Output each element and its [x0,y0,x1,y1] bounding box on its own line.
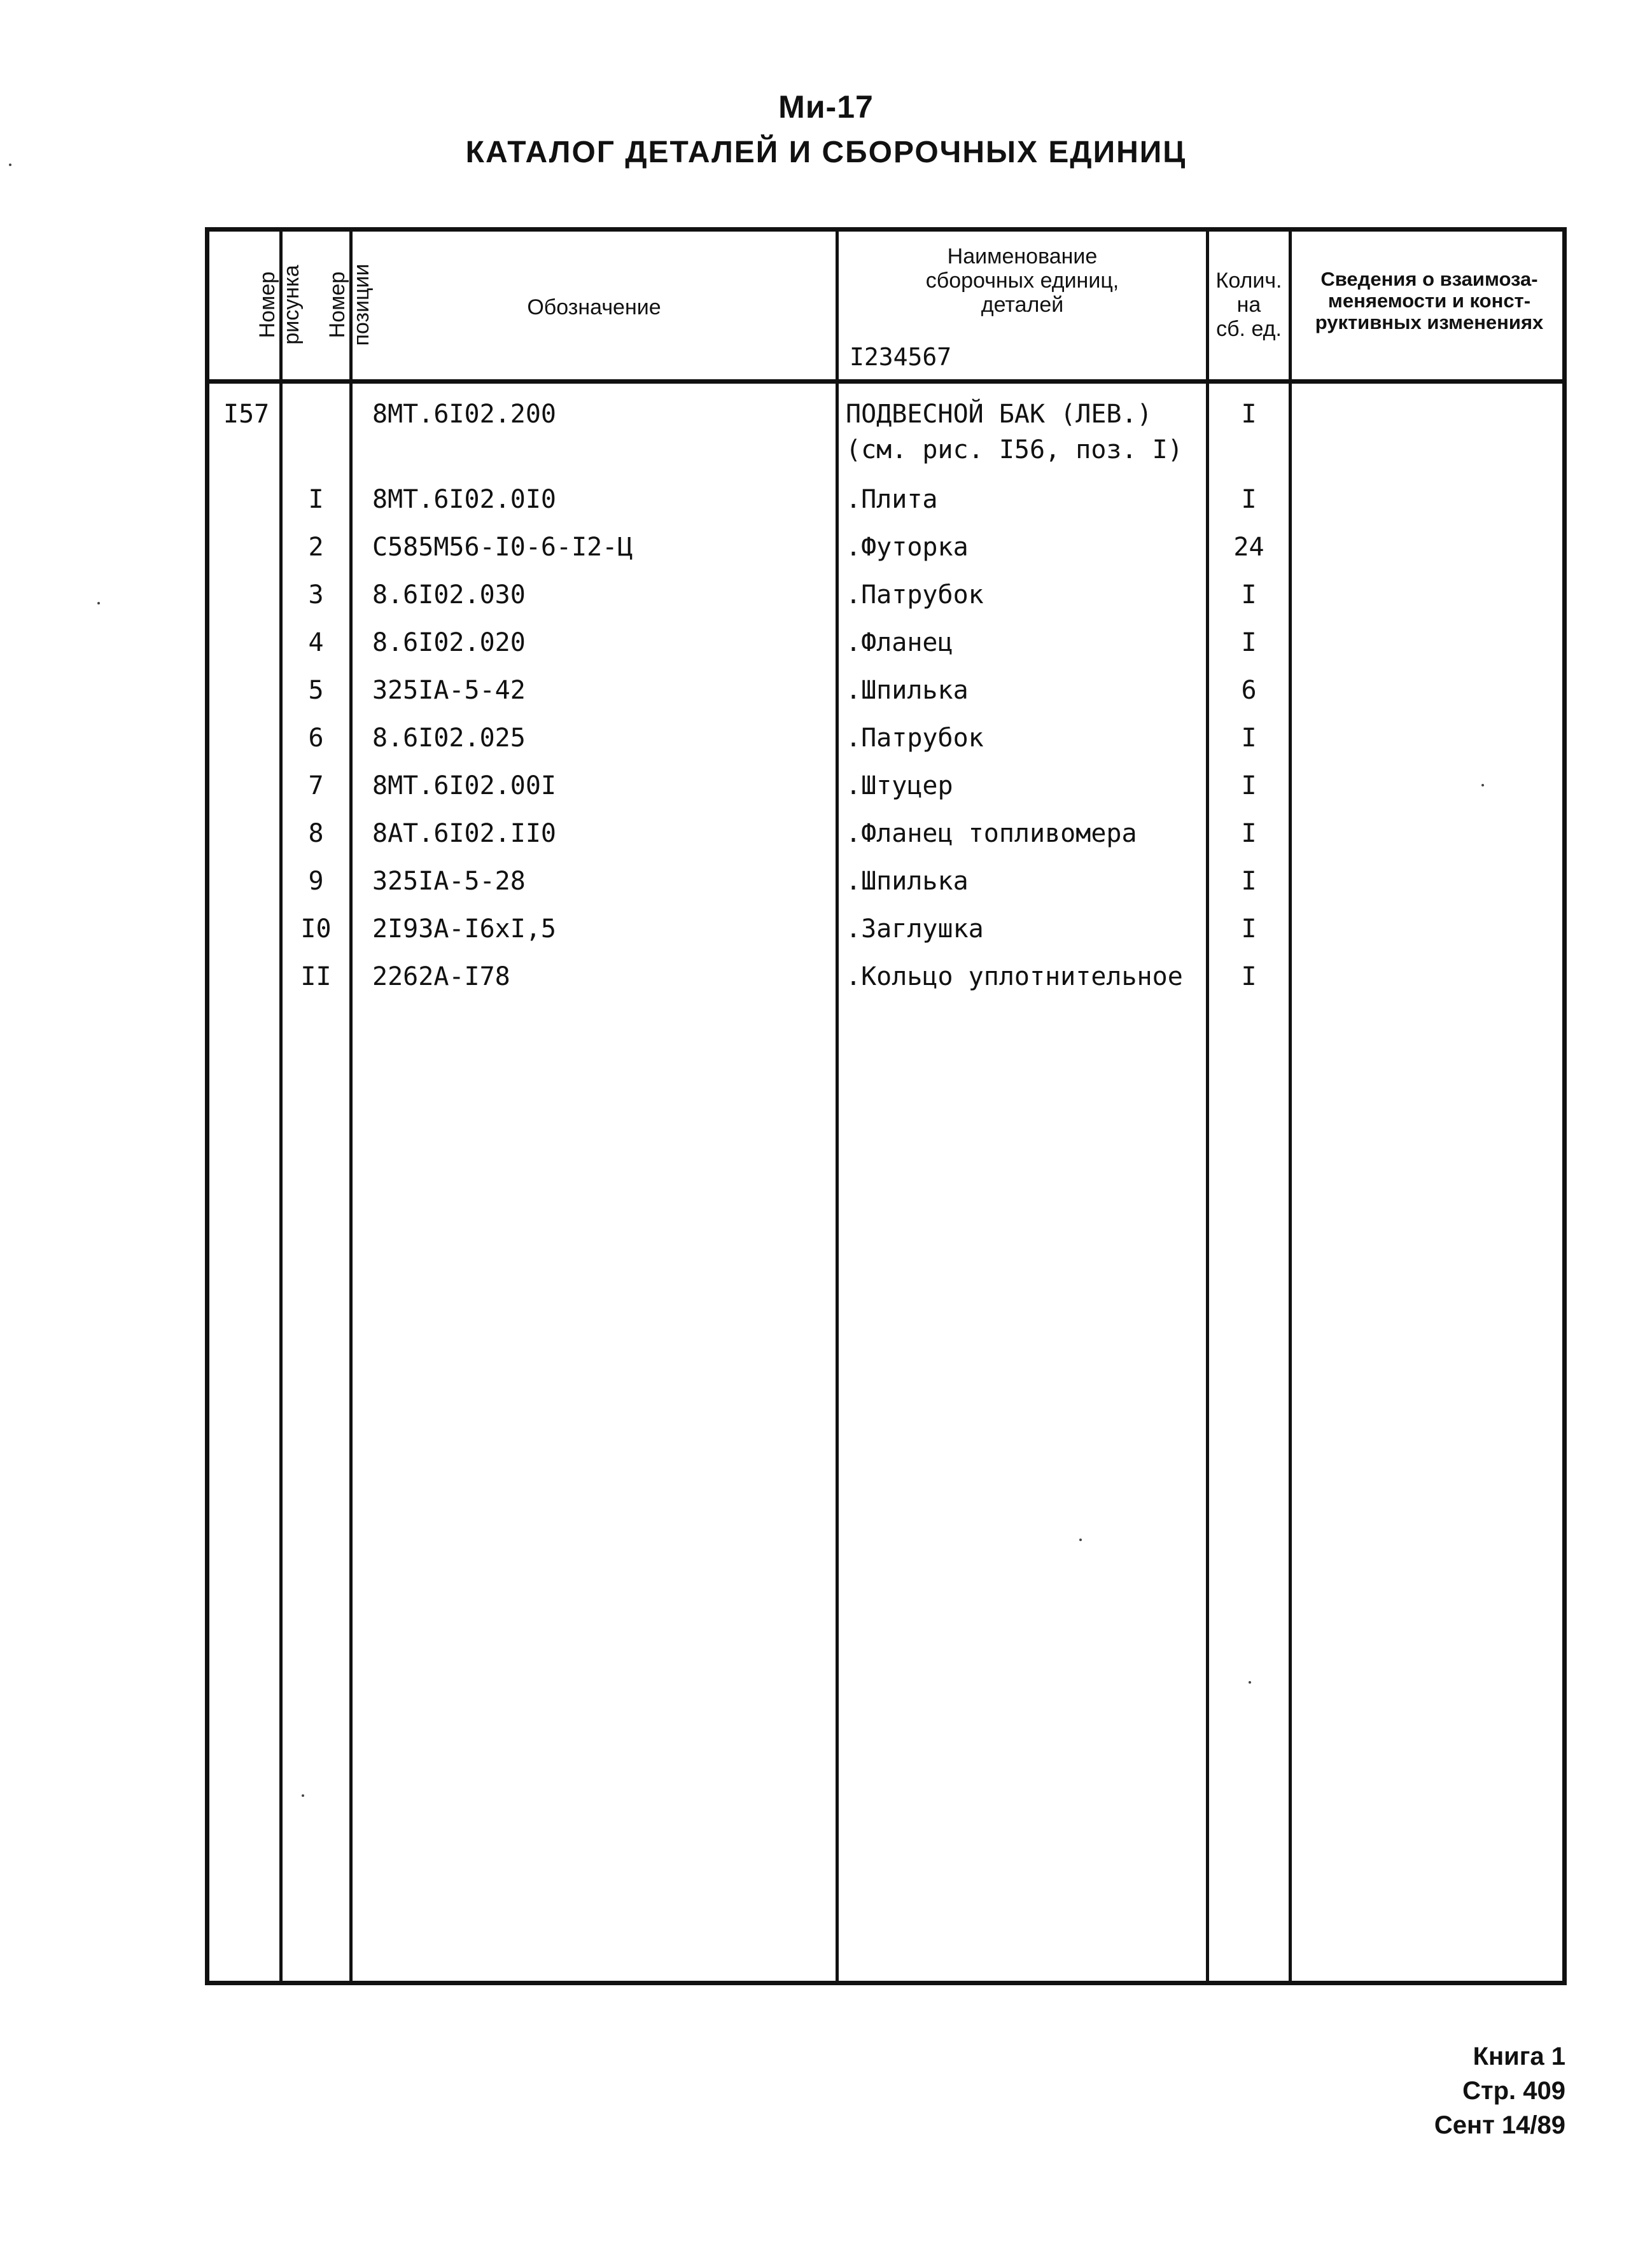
header-name-line2: сборочных единиц, [925,269,1119,293]
header-position-number-line2: позиции [349,263,374,346]
header-interchangeability-line1: Сведения о взаимоза- [1320,268,1538,290]
catalog-title: КАТАЛОГ ДЕТАЛЕЙ И СБОРОЧНЫХ ЕДИНИЦ [465,136,1187,169]
position-cell: 8 [308,819,324,848]
designation-cell: С585М56-I0-6-I2-Ц [372,533,633,562]
designation-cell: 8.6I02.020 [372,628,526,657]
quantity-cell: I [1241,914,1257,944]
col-divider [1289,232,1292,1981]
figure-number-cell: I57 [223,400,270,429]
footer-page: Стр. 409 [1462,2077,1565,2105]
name-cell: ПОДВЕСНОЙ БАК (ЛЕВ.) [846,400,1152,429]
scan-speck [97,602,100,604]
quantity-cell: I [1241,628,1257,657]
name-cell: .Шпилька [846,867,969,896]
position-cell: 2 [308,533,324,562]
position-cell: I [308,485,324,514]
scan-speck [1249,1681,1251,1684]
page-footer [1434,2039,1565,2142]
designation-cell: 8МТ.6I02.00I [372,771,556,800]
header-quantity-line3: сб. ед. [1216,317,1282,341]
header-name-line3: деталей [981,293,1064,317]
quantity-cell: I [1241,485,1257,514]
scan-speck [302,1794,304,1797]
designation-cell: 325IА-5-42 [372,676,526,705]
parts-table [205,227,1567,1985]
scan-speck [1079,1539,1082,1541]
quantity-cell: I [1241,962,1257,991]
name-cell: .Патрубок [846,580,984,610]
quantity-cell: I [1241,400,1257,429]
header-quantity-line2: на [1236,293,1261,317]
quantity-cell: 24 [1233,533,1264,562]
position-cell: II [300,962,332,991]
col-divider [836,232,839,1981]
name-cell: .Фланец топливомера [846,819,1137,848]
designation-cell: 8.6I02.025 [372,723,526,753]
footer-date: Сент 14/89 [1434,2111,1565,2139]
designation-cell: 8МТ.6I02.0I0 [372,485,556,514]
header-figure-number [251,241,308,368]
designation-cell: 2262А-I78 [372,962,510,991]
header-name [839,244,1206,317]
document-model-title: Ми-17 [778,89,874,125]
designation-cell: 8.6I02.030 [372,580,526,610]
quantity-cell: I [1241,819,1257,848]
designation-cell: 2I93А-I6хI,5 [372,914,556,944]
designation-cell: 8АТ.6I02.II0 [372,819,556,848]
position-cell: 7 [308,771,324,800]
footer-book: Книга 1 [1473,2042,1565,2070]
header-designation: Обозначение [527,295,661,319]
position-cell: 6 [308,723,324,753]
header-name-indent-scale: I234567 [850,343,952,371]
name-cell: .Штуцер [846,771,953,800]
header-position-number-line1: Номер [325,271,349,339]
name-cell: .Кольцо уплотнительное [846,962,1183,991]
position-cell: 4 [308,628,324,657]
name-cell: .Шпилька [846,676,969,705]
position-cell: 3 [308,580,324,610]
scan-speck [1481,784,1484,786]
header-interchangeability-line2: меняемости и конст- [1327,290,1531,312]
header-quantity [1209,269,1289,341]
header-figure-number-line2: рисунка [279,265,304,345]
header-interchangeability [1292,269,1567,333]
header-figure-number-line1: Номер [255,271,279,339]
scan-speck [9,164,11,166]
position-cell: I0 [300,914,332,944]
name-cell: .Патрубок [846,723,984,753]
quantity-cell: I [1241,723,1257,753]
col-divider [349,232,353,1981]
header-name-line1: Наименование [947,244,1098,269]
quantity-cell: I [1241,771,1257,800]
name-cell: .Плита [846,485,938,514]
name-cell: .Футорка [846,533,969,562]
header-interchangeability-line3: руктивных изменениях [1315,311,1544,333]
header-divider [209,379,1562,384]
name-cell-line2: (см. рис. I56, поз. I) [846,435,1183,464]
designation-cell: 325IА-5-28 [372,867,526,896]
position-cell: 5 [308,676,324,705]
quantity-cell: 6 [1241,676,1257,705]
quantity-cell: I [1241,580,1257,610]
name-cell: .Заглушка [846,914,984,944]
name-cell: .Фланец [846,628,953,657]
header-quantity-line1: Колич. [1215,269,1282,293]
quantity-cell: I [1241,867,1257,896]
designation-cell: 8МТ.6I02.200 [372,400,556,429]
position-cell: 9 [308,867,324,896]
